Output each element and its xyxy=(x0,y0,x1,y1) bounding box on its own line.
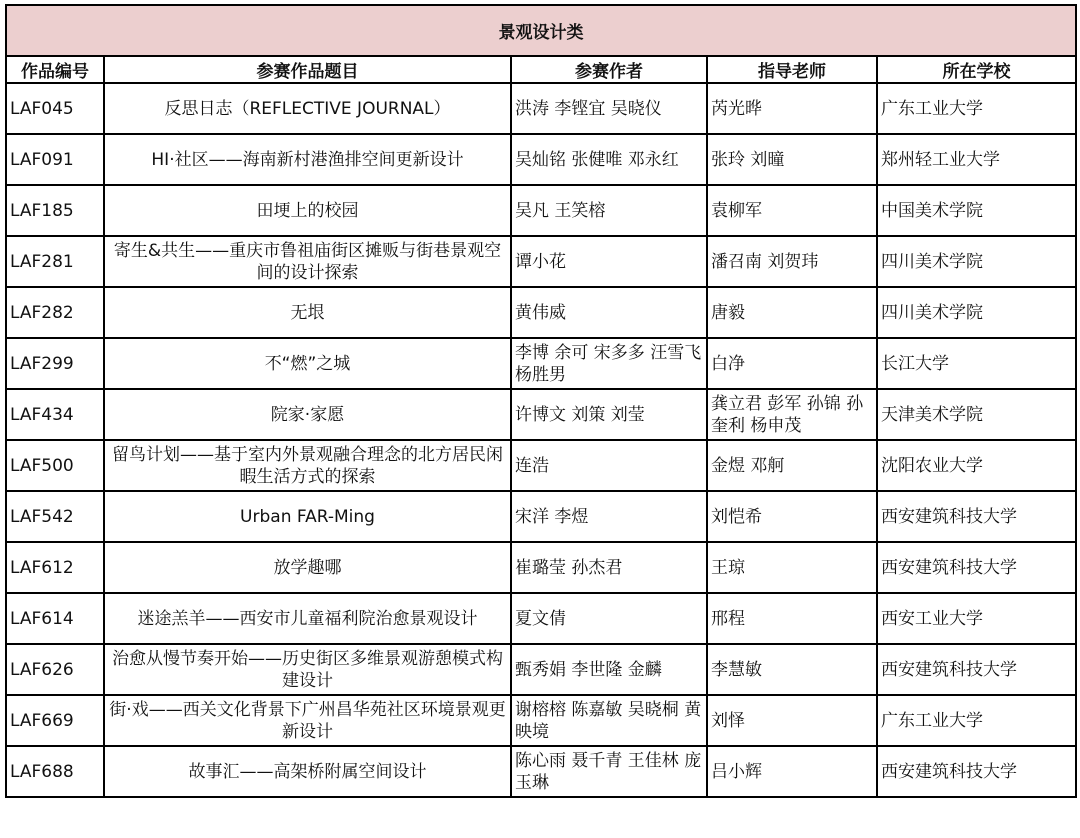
cell-advisor: 白净 xyxy=(707,338,877,389)
cell-authors: 许博文 刘策 刘莹 xyxy=(511,389,707,440)
cell-advisor: 邢程 xyxy=(707,593,877,644)
cell-school: 天津美术学院 xyxy=(877,389,1076,440)
table-row xyxy=(6,185,1076,236)
cell-id: LAF299 xyxy=(6,338,104,389)
table-row xyxy=(6,542,1076,593)
cell-authors: 宋洋 李煜 xyxy=(511,491,707,542)
cell-title: HI·社区——海南新村港渔排空间更新设计 xyxy=(104,134,511,185)
cell-advisor: 金煜 邓舸 xyxy=(707,440,877,491)
cell-school: 西安建筑科技大学 xyxy=(877,644,1076,695)
cell-id: LAF185 xyxy=(6,185,104,236)
cell-authors: 谢榕榕 陈嘉敏 吴晓桐 黄映境 xyxy=(511,695,707,746)
cell-school: 中国美术学院 xyxy=(877,185,1076,236)
cell-id: LAF542 xyxy=(6,491,104,542)
cell-school: 西安建筑科技大学 xyxy=(877,491,1076,542)
cell-authors: 吴凡 王笑榕 xyxy=(511,185,707,236)
cell-authors: 崔璐莹 孙杰君 xyxy=(511,542,707,593)
cell-advisor: 张玲 刘曈 xyxy=(707,134,877,185)
cell-title: 迷途羔羊——西安市儿童福利院治愈景观设计 xyxy=(104,593,511,644)
cell-advisor: 芮光晔 xyxy=(707,83,877,134)
table-row xyxy=(6,83,1076,134)
cell-id: LAF614 xyxy=(6,593,104,644)
cell-id: LAF500 xyxy=(6,440,104,491)
award-table xyxy=(5,4,1077,798)
table-row xyxy=(6,338,1076,389)
cell-authors: 黄伟威 xyxy=(511,287,707,338)
header-advisor: 指导老师 xyxy=(707,56,877,83)
cell-title: 反思日志（REFLECTIVE JOURNAL） xyxy=(104,83,511,134)
cell-title: 田埂上的校园 xyxy=(104,185,511,236)
cell-title: 寄生&共生——重庆市鲁祖庙街区摊贩与街巷景观空间的设计探索 xyxy=(104,236,511,287)
cell-title: 治愈从慢节奏开始——历史街区多维景观游憩模式构建设计 xyxy=(104,644,511,695)
cell-title: 街·戏——西关文化背景下广州昌华苑社区环境景观更新设计 xyxy=(104,695,511,746)
table-row xyxy=(6,593,1076,644)
cell-school: 四川美术学院 xyxy=(877,236,1076,287)
cell-title: 故事汇——高架桥附属空间设计 xyxy=(104,746,511,797)
table-row xyxy=(6,134,1076,185)
cell-advisor: 刘怿 xyxy=(707,695,877,746)
cell-authors: 洪涛 李铿宜 吴晓仪 xyxy=(511,83,707,134)
cell-advisor: 唐毅 xyxy=(707,287,877,338)
header-school: 所在学校 xyxy=(877,56,1076,83)
cell-title: 无垠 xyxy=(104,287,511,338)
cell-school: 西安工业大学 xyxy=(877,593,1076,644)
cell-school: 长江大学 xyxy=(877,338,1076,389)
table-row xyxy=(6,746,1076,797)
cell-authors: 陈心雨 聂千青 王佳林 庞玉琳 xyxy=(511,746,707,797)
cell-advisor: 龚立君 彭军 孙锦 孙奎利 杨申茂 xyxy=(707,389,877,440)
cell-title: 放学趣哪 xyxy=(104,542,511,593)
cell-authors: 李博 余可 宋多多 汪雪飞 杨胜男 xyxy=(511,338,707,389)
cell-authors: 连浩 xyxy=(511,440,707,491)
table-row xyxy=(6,644,1076,695)
cell-advisor: 吕小辉 xyxy=(707,746,877,797)
cell-school: 沈阳农业大学 xyxy=(877,440,1076,491)
cell-school: 西安建筑科技大学 xyxy=(877,542,1076,593)
cell-id: LAF669 xyxy=(6,695,104,746)
table-title: 景观设计类 xyxy=(6,5,1076,56)
award-list-sheet xyxy=(5,4,1075,798)
cell-school: 广东工业大学 xyxy=(877,83,1076,134)
cell-id: LAF626 xyxy=(6,644,104,695)
cell-id: LAF688 xyxy=(6,746,104,797)
cell-id: LAF091 xyxy=(6,134,104,185)
header-id: 作品编号 xyxy=(6,56,104,83)
cell-title: Urban FAR-Ming xyxy=(104,491,511,542)
cell-title: 院家·家愿 xyxy=(104,389,511,440)
cell-id: LAF282 xyxy=(6,287,104,338)
cell-school: 郑州轻工业大学 xyxy=(877,134,1076,185)
table-header-row xyxy=(6,56,1076,83)
cell-authors: 夏文倩 xyxy=(511,593,707,644)
cell-id: LAF281 xyxy=(6,236,104,287)
table-row xyxy=(6,440,1076,491)
table-row xyxy=(6,287,1076,338)
cell-title: 留鸟计划——基于室内外景观融合理念的北方居民闲暇生活方式的探索 xyxy=(104,440,511,491)
cell-school: 四川美术学院 xyxy=(877,287,1076,338)
cell-advisor: 袁柳军 xyxy=(707,185,877,236)
cell-school: 西安建筑科技大学 xyxy=(877,746,1076,797)
cell-advisor: 李慧敏 xyxy=(707,644,877,695)
cell-title: 不“燃”之城 xyxy=(104,338,511,389)
table-title-row xyxy=(6,5,1076,56)
cell-advisor: 潘召南 刘贺玮 xyxy=(707,236,877,287)
cell-advisor: 王琼 xyxy=(707,542,877,593)
header-authors: 参赛作者 xyxy=(511,56,707,83)
table-row xyxy=(6,491,1076,542)
table-row xyxy=(6,695,1076,746)
cell-id: LAF612 xyxy=(6,542,104,593)
cell-authors: 甄秀娟 李世隆 金麟 xyxy=(511,644,707,695)
cell-school: 广东工业大学 xyxy=(877,695,1076,746)
cell-id: LAF045 xyxy=(6,83,104,134)
cell-authors: 吴灿铭 张健唯 邓永红 xyxy=(511,134,707,185)
cell-advisor: 刘恺希 xyxy=(707,491,877,542)
cell-authors: 谭小花 xyxy=(511,236,707,287)
table-row xyxy=(6,236,1076,287)
table-row xyxy=(6,389,1076,440)
cell-id: LAF434 xyxy=(6,389,104,440)
header-title: 参赛作品题目 xyxy=(104,56,511,83)
